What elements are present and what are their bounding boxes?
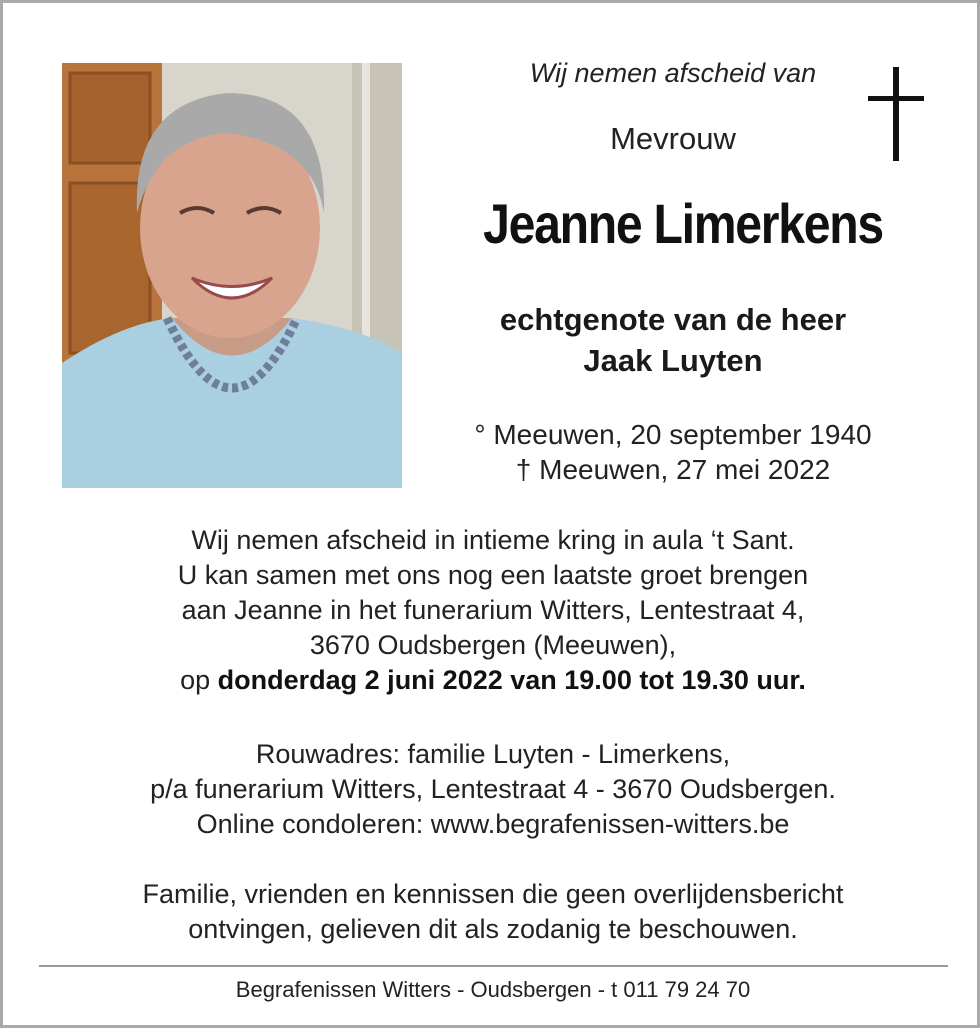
- address-line-2: p/a funerarium Witters, Lentestraat 4 - 3670 Oudsbergen.: [150, 774, 836, 804]
- farewell-paragraph: [63, 523, 923, 698]
- farewell-line-2: U kan samen met ons nog een laatste groet brengen: [177, 560, 809, 590]
- farewell-line-3: aan Jeanne in het funerarium Witters, Lentestraat 4,: [181, 595, 805, 625]
- cross-icon: [866, 67, 926, 163]
- spouse-line-1: echtgenote van de heer: [499, 302, 847, 337]
- farewell-line-5: [63, 663, 923, 698]
- farewell-line-4: 3670 Oudsbergen (Meeuwen),: [309, 630, 677, 660]
- spouse-info: [423, 299, 923, 381]
- farewell-date-time: donderdag 2 juni 2022 van 19.00 tot 19.30 uur.: [217, 665, 806, 695]
- spouse-line-2: Jaak Luyten: [583, 343, 763, 378]
- address-line-1: Rouwadres: familie Luyten - Limerkens,: [255, 739, 731, 769]
- footer-divider: [39, 965, 948, 967]
- portrait-photo: [62, 63, 402, 488]
- farewell-line-1: Wij nemen afscheid in intieme kring in aula ‘t Sant.: [191, 525, 795, 555]
- farewell-line-5-prefix: op: [180, 665, 211, 695]
- life-dates: [423, 417, 923, 487]
- title-prefix: Mevrouw: [610, 121, 736, 156]
- notice-line-1: Familie, vrienden en kennissen die geen overlijdensbericht: [142, 879, 844, 909]
- notice-paragraph: [63, 877, 923, 947]
- notice-line-2: ontvingen, gelieven dit als zodanig te beschouwen.: [188, 914, 798, 944]
- address-paragraph: [63, 737, 923, 842]
- deceased-name: Jeanne Limerkens: [483, 192, 883, 255]
- birth-date: ° Meeuwen, 20 september 1940: [474, 419, 872, 450]
- address-line-3: Online condoleren: www.begrafenissen-witters.be: [196, 809, 790, 839]
- intro-text: Wij nemen afscheid van: [529, 58, 817, 88]
- death-date: † Meeuwen, 27 mei 2022: [515, 454, 831, 485]
- footer-text: Begrafenissen Witters - Oudsbergen - t 011 79 24 70: [235, 977, 751, 1002]
